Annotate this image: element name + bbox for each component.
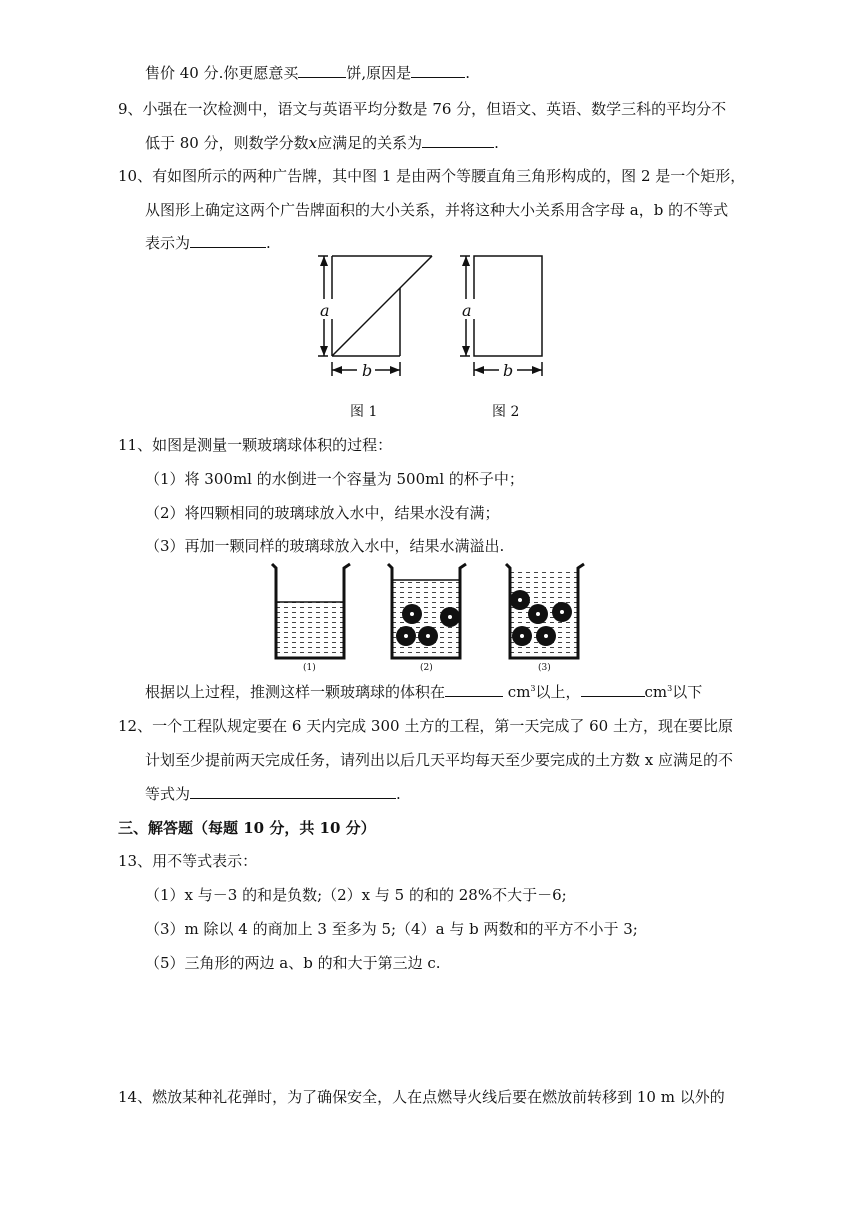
figure-2-caption: 图 2 [492, 404, 520, 420]
q11-answer-text: 根据以上过程，推测这样一颗玻璃球的体积在 [145, 683, 446, 701]
q11-step3: （3）再加一颗同样的玻璃球放入水中，结果水满溢出. [145, 537, 505, 555]
figure-1-caption: 图 1 [350, 404, 378, 420]
fig1-label-b: b [362, 361, 373, 380]
q11-line1: 11、如图是测量一颗玻璃球体积的过程： [118, 436, 393, 454]
beaker-3 [506, 564, 584, 658]
beaker-label-3: (3) [538, 663, 551, 673]
q10-line1: 10、有如图所示的两种广告牌，其中图 1 是由两个等腰直角三角形构成的，图 2 是一个矩形， [118, 167, 746, 185]
answer-blank[interactable] [411, 63, 465, 78]
q11-answer-line [145, 682, 702, 702]
q11-answer-text: 以下 [672, 683, 703, 701]
q13-line3: （3）m 除以 4 的商加上 3 至多为 5;（4）a 与 b 两数和的平方不小于 3; [145, 920, 638, 938]
fig2-label-a: a [462, 301, 472, 320]
unit-cm: cm [507, 683, 531, 701]
answer-blank[interactable] [445, 682, 503, 697]
q9-text: 应满足的关系为 [317, 134, 423, 152]
answer-blank[interactable] [581, 682, 645, 697]
period: . [266, 234, 271, 252]
beaker-1 [272, 564, 350, 658]
q12-line1: 12、一个工程队规定要在 6 天内完成 300 土方的工程，第一天完成了 60 土方，现在要比原 [118, 717, 733, 735]
answer-blank[interactable] [422, 133, 494, 148]
q13-line4: （5）三角形的两边 a、b 的和大于第三边 c. [145, 954, 441, 972]
line-top-text-b: 饼,原因是 [346, 64, 412, 82]
q12-line3 [145, 784, 401, 804]
section-3-title: 三、解答题（每题 10 分，共 10 分） [118, 819, 376, 837]
beakers-illustration [268, 560, 588, 675]
figure-1-diagram [310, 252, 450, 382]
q13-line2: （1）x 与－3 的和是负数;（2）x 与 5 的和的 28%不大于－6; [145, 886, 567, 904]
q10-line2: 从图形上确定这两个广告牌面积的大小关系，并将这种大小关系用含字母 a，b 的不等式 [145, 201, 729, 219]
line-top [145, 63, 470, 83]
q9-line1: 9、小强在一次检测中，语文与英语平均分数是 76 分，但语文、英语、数学三科的平均分不 [118, 100, 727, 118]
answer-blank[interactable] [298, 63, 346, 78]
q9-text: 低于 80 分，则数学分数 [145, 134, 309, 152]
beaker-label-2: (2) [420, 663, 433, 673]
answer-blank[interactable] [190, 784, 396, 799]
q11-answer-text: 以上， [535, 683, 581, 701]
answer-blank[interactable] [190, 233, 266, 248]
unit-cm: cm [644, 683, 668, 701]
q14-line1: 14、燃放某种礼花弹时，为了确保安全，人在点燃导火线后要在燃放前转移到 10 m 以外的 [118, 1088, 725, 1106]
beaker-2 [388, 564, 466, 658]
fig1-label-a: a [320, 301, 330, 320]
superscript: 3 [530, 684, 536, 693]
q10-text: 表示为 [145, 234, 191, 252]
period: . [494, 134, 499, 152]
q11-step1: （1）将 300ml 的水倒进一个容量为 500ml 的杯子中； [145, 470, 524, 488]
period: . [396, 785, 401, 803]
q11-step2: （2）将四颗相同的玻璃球放入水中，结果水没有满； [145, 504, 500, 522]
variable-x: x [308, 134, 318, 152]
beaker-label-1: (1) [303, 663, 316, 673]
line-top-text-a: 售价 40 分.你更愿意买 [145, 64, 299, 82]
q12-text: 等式为 [145, 785, 191, 803]
period: . [465, 64, 470, 82]
superscript: 3 [667, 684, 673, 693]
q13-line1: 13、用不等式表示： [118, 852, 258, 870]
fig2-label-b: b [503, 361, 514, 380]
q9-line2 [145, 133, 499, 153]
q12-line2: 计划至少提前两天完成任务，请列出以后几天平均每天至少要完成的土方数 x 应满足的不 [145, 751, 733, 769]
q10-line3 [145, 233, 271, 253]
